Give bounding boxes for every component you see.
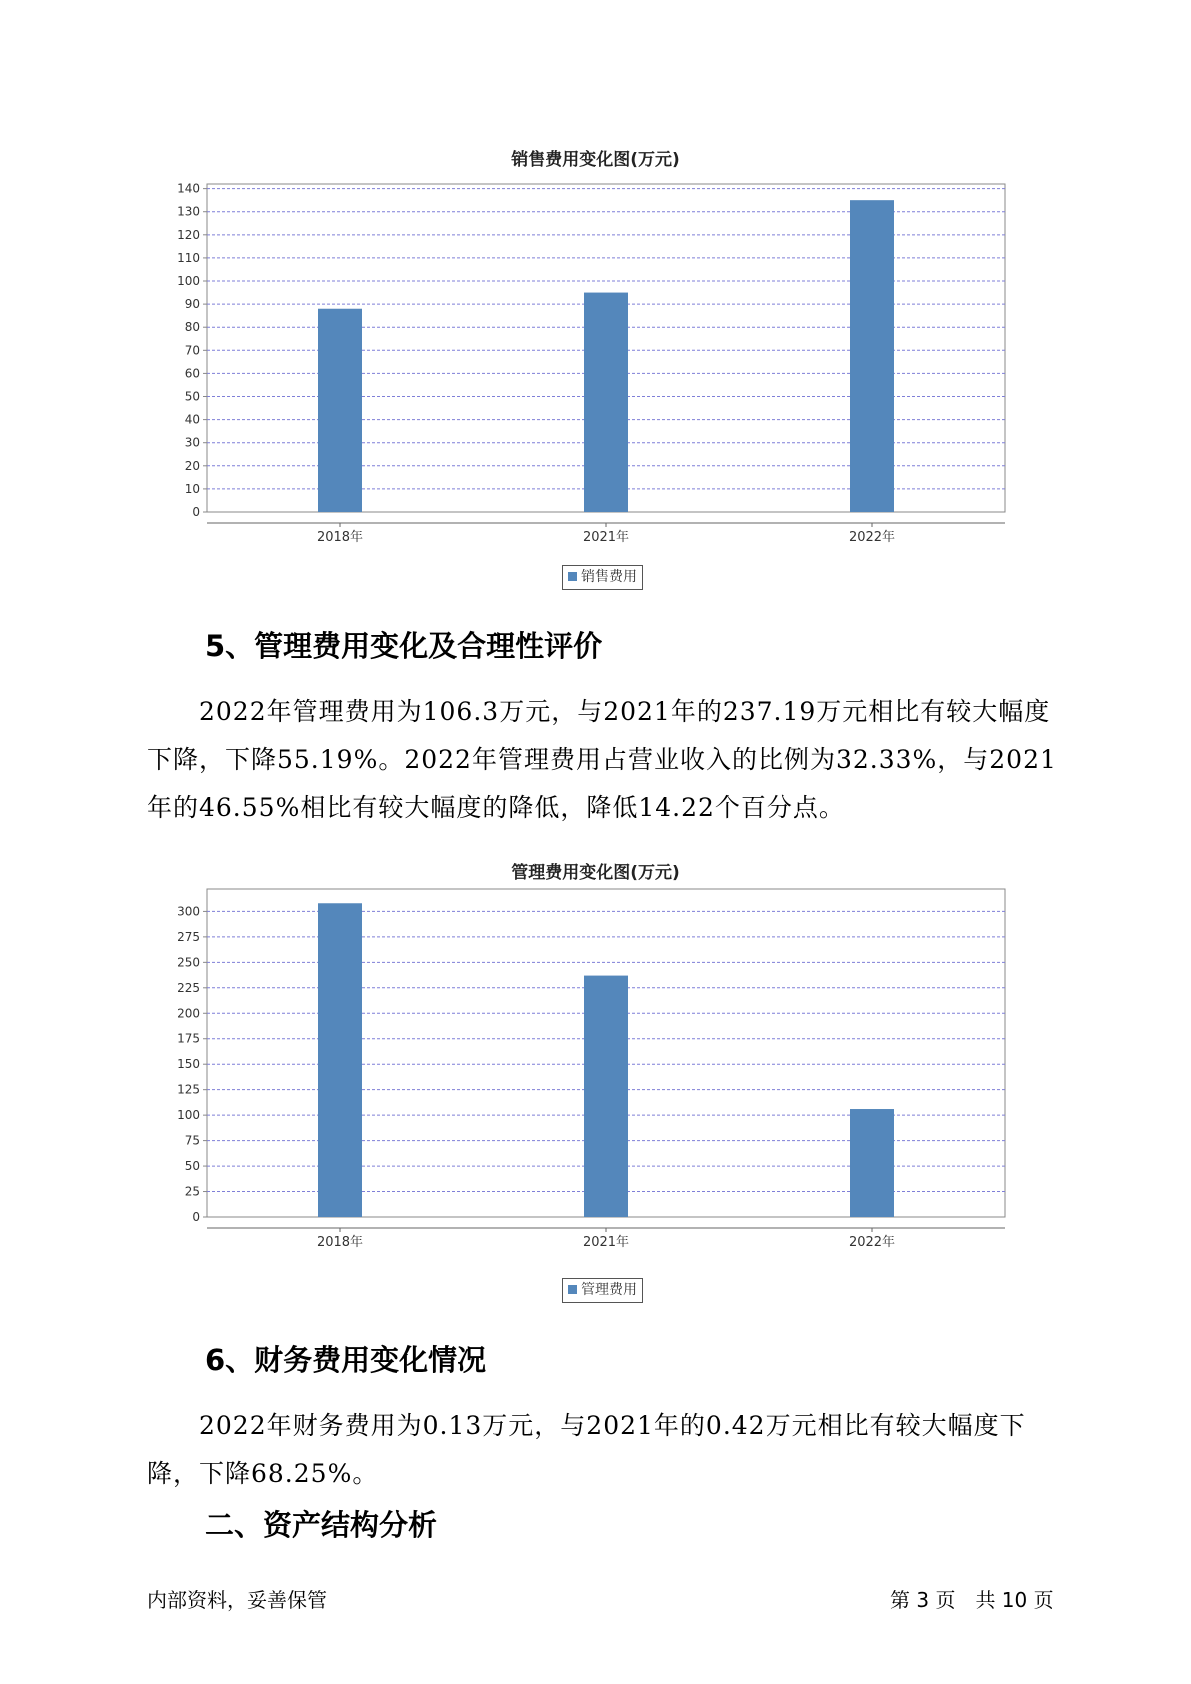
x-tick-label: 2021年 — [582, 1235, 630, 1250]
y-tick-label: 300 — [177, 904, 200, 919]
legend-management — [562, 1278, 643, 1303]
section-heading-asset-structure: 二、资产结构分析 — [205, 1508, 438, 1542]
y-tick-label: 120 — [177, 227, 200, 242]
y-tick-label: 125 — [177, 1082, 200, 1097]
y-tick-label: 25 — [184, 1184, 200, 1199]
y-tick-label: 50 — [184, 1159, 200, 1174]
y-tick-label: 175 — [177, 1031, 200, 1046]
bar-2018年 — [318, 903, 362, 1217]
chart-title-management: 管理费用变化图(万元) — [511, 863, 680, 883]
y-tick-label: 225 — [177, 980, 200, 995]
y-tick-label: 250 — [177, 955, 200, 970]
y-tick-label: 0 — [192, 1210, 200, 1224]
legend-swatch — [568, 1285, 577, 1294]
x-tick-label: 2021年 — [582, 530, 630, 545]
section-heading-6: 6、财务费用变化情况 — [205, 1343, 487, 1377]
y-tick-label: 30 — [184, 435, 200, 450]
footer-page-number: 第 3 页 共 10 页 — [890, 1588, 1054, 1612]
y-tick-label: 0 — [192, 505, 200, 519]
y-tick-label: 150 — [177, 1057, 200, 1072]
footer-confidential-note: 内部资料，妥善保管 — [147, 1588, 327, 1612]
y-tick-label: 275 — [177, 929, 200, 944]
paragraph-finance-expense: 2022年财务费用为0.13万元，与2021年的0.42万元相比有较大幅度下降，下降68.25%。 — [147, 1411, 1026, 1488]
legend-label: 管理费用 — [581, 1282, 637, 1298]
y-tick-label: 200 — [177, 1006, 200, 1021]
y-tick-label: 75 — [184, 1133, 200, 1148]
bar-2021年 — [584, 976, 628, 1217]
y-tick-label: 70 — [184, 343, 200, 358]
y-tick-label: 90 — [184, 297, 200, 312]
y-tick-label: 50 — [184, 389, 200, 404]
y-tick-label: 140 — [177, 181, 200, 196]
x-tick-label: 2022年 — [848, 530, 896, 545]
section-heading-5: 5、管理费用变化及合理性评价 — [205, 629, 603, 663]
y-tick-label: 130 — [177, 204, 200, 219]
y-tick-label: 10 — [184, 481, 200, 496]
chart-title-sales: 销售费用变化图(万元) — [511, 150, 680, 170]
x-tick-label: 2018年 — [316, 1235, 364, 1250]
y-tick-label: 60 — [184, 366, 200, 381]
bar-2022年 — [850, 1109, 894, 1217]
y-tick-label: 40 — [184, 412, 200, 427]
x-tick-label: 2018年 — [316, 530, 364, 545]
paragraph-management-expense: 2022年管理费用为106.3万元，与2021年的237.19万元相比有较大幅度下降，下降55.19%。2022年管理费用占营业收入的比例为32.33%，与2021年的46.55%相比有较大幅度的降低，降低14.22个百分点。 — [147, 697, 1057, 822]
y-tick-label: 80 — [184, 320, 200, 335]
legend-label: 销售费用 — [581, 569, 637, 585]
y-tick-label: 100 — [177, 1108, 200, 1123]
x-tick-label: 2022年 — [848, 1235, 896, 1250]
y-tick-label: 110 — [177, 250, 200, 265]
y-tick-label: 100 — [177, 274, 200, 289]
y-tick-label: 20 — [184, 458, 200, 473]
